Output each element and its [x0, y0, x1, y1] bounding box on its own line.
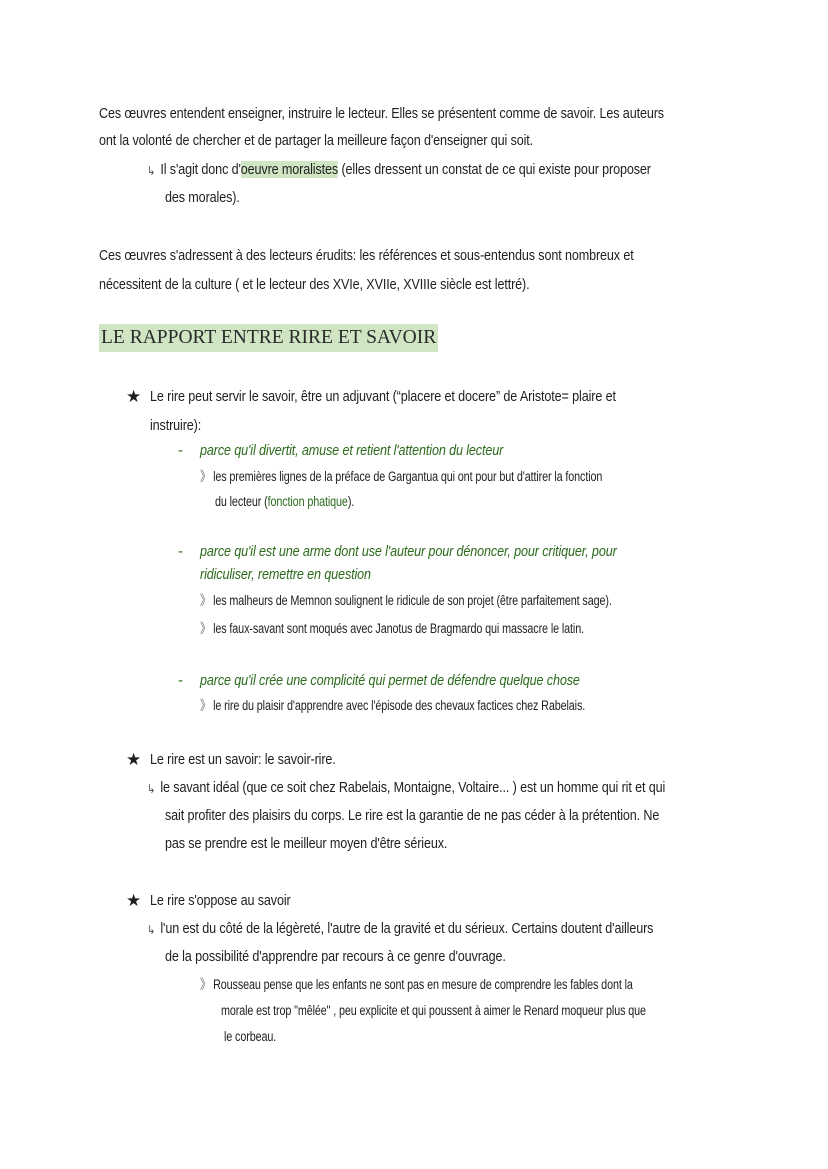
chevron-icon: 》 [200, 621, 211, 636]
bullet-sub-text: ↳ le savant idéal (que ce soit chez Rabelais, Montaigne, Voltaire... ) est un homme qui rit et qui [147, 778, 665, 798]
star-bullet-icon: ★ [126, 750, 142, 769]
paragraph-text: ont la volonté de chercher et de partager la meilleure façon d'enseigner qui soit. [99, 132, 534, 149]
sub-bullet-title: parce qu'il est une arme dont use l'auteur pour dénoncer, pour critiquer, pour [200, 543, 617, 560]
paragraph-text: Ces œuvres entendent enseigner, instruire le lecteur. Elles se présentent comme de savoir. Les auteurs [99, 105, 664, 122]
example-text: 》 le rire du plaisir d'apprendre avec l'épisode des chevaux factices chez Rabelais. [200, 698, 586, 713]
sub-bullet-title: parce qu'il divertit, amuse et retient l'attention du lecteur [200, 442, 504, 459]
section-heading: LE RAPPORT ENTRE RIRE ET SAVOIR [99, 324, 438, 352]
paragraph-sub-text: ↳ Il s'agit donc d'oeuvre moralistes (elles dressent un constat de ce qui existe pour proposer [147, 160, 651, 180]
paragraph-sub-text: des morales). [165, 189, 240, 206]
paragraph-text: Ces œuvres s'adressent à des lecteurs érudits: les références et sous-entendus sont nombreux et [99, 247, 634, 264]
star-bullet-icon: ★ [126, 891, 142, 910]
example-text: 》 les premières lignes de la préface de Gargantua qui ont pour but d'attirer la fonction [200, 469, 603, 484]
example-text: 》 les faux-savant sont moqués avec Janotus de Bragmardo qui massacre le latin. [200, 621, 584, 636]
star-bullet-icon: ★ [126, 387, 142, 406]
hook-arrow-icon: ↳ [147, 923, 156, 937]
chevron-icon: 》 [200, 977, 211, 992]
hook-arrow-icon: ↳ [147, 164, 156, 178]
green-term: fonction phatique [267, 494, 348, 509]
bullet-text: Le rire s'oppose au savoir [150, 892, 291, 909]
sub-bullet-title: parce qu'il crée une complicité qui permet de défendre quelque chose [200, 672, 580, 689]
example-text: du lecteur (fonction phatique). [215, 494, 355, 509]
sub-bullet-title: ridiculiser, remettre en question [200, 566, 371, 583]
bullet-text: Le rire peut servir le savoir, être un adjuvant (“placere et docere” de Aristote= plaire et [150, 388, 616, 405]
example-text: le corbeau. [224, 1029, 277, 1044]
dash-bullet: - [178, 442, 183, 459]
chevron-icon: 》 [200, 698, 211, 713]
chevron-icon: 》 [200, 593, 211, 608]
hook-arrow-icon: ↳ [147, 782, 156, 796]
bullet-sub-text: pas se prendre est le meilleur moyen d'être sérieux. [165, 835, 448, 852]
example-text: morale est trop "mêlée" , peu explicite et qui poussent à aimer le Renard moqueur plus que [221, 1003, 646, 1018]
bullet-sub-text: ↳ l'un est du côté de la légèreté, l'autre de la gravité et du sérieux. Certains doutent d'ailleurs [147, 919, 653, 939]
chevron-icon: 》 [200, 469, 211, 484]
bullet-text: Le rire est un savoir: le savoir-rire. [150, 751, 336, 768]
dash-bullet: - [178, 672, 183, 689]
highlighted-term: oeuvre moralistes [240, 161, 339, 178]
bullet-sub-text: sait profiter des plaisirs du corps. Le rire est la garantie de ne pas céder à la prétention. Ne [165, 807, 660, 824]
bullet-text: instruire): [150, 417, 202, 434]
example-text: 》 Rousseau pense que les enfants ne sont pas en mesure de comprendre les fables dont la [200, 977, 633, 992]
bullet-sub-text: de la possibilité d'apprendre par recours à ce genre d'ouvrage. [165, 948, 506, 965]
dash-bullet: - [178, 543, 183, 560]
example-text: 》 les malheurs de Memnon soulignent le ridicule de son projet (être parfaitement sage). [200, 593, 612, 608]
paragraph-text: nécessitent de la culture ( et le lecteur des XVIe, XVIIe, XVIIIe siècle est lettré). [99, 276, 530, 293]
